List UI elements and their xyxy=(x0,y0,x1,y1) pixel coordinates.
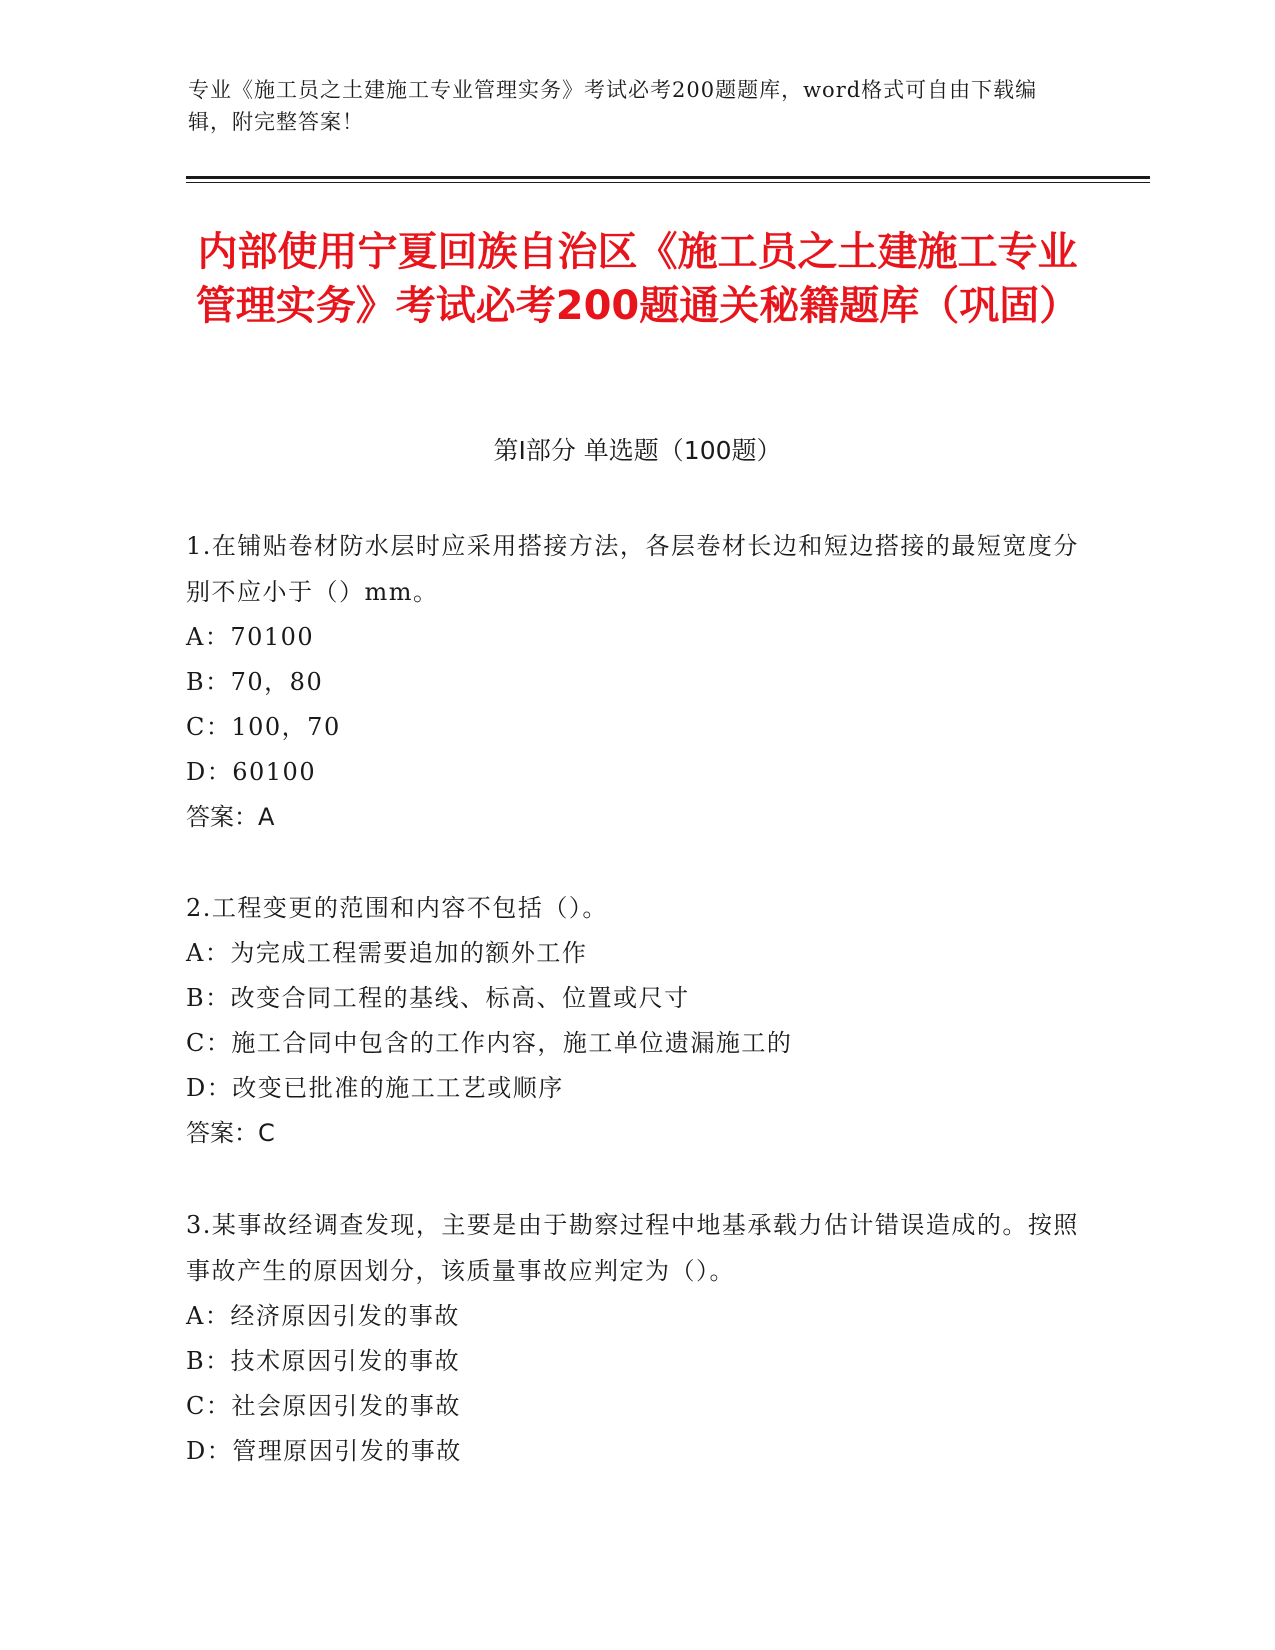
option-b: B：70，80 xyxy=(186,668,324,696)
header-divider-thick xyxy=(186,176,1150,179)
option-d: D：管理原因引发的事故 xyxy=(186,1437,462,1465)
question-item xyxy=(186,523,1086,840)
option-a: A：为完成工程需要追加的额外工作 xyxy=(186,939,588,967)
question-item xyxy=(186,885,1086,1156)
question-item xyxy=(186,1202,1086,1474)
answer: 答案：C xyxy=(186,1119,275,1147)
question-stem: 3.某事故经调查发现，主要是由于勘察过程中地基承载力估计错误造成的。按照事故产生的原因划分，该质量事故应判定为（）。 xyxy=(186,1211,1079,1285)
document-title: 内部使用宁夏回族自治区《施工员之土建施工专业管理实务》考试必考200题通关秘籍题库（巩固） xyxy=(195,229,1080,329)
option-d: D：改变已批准的施工工艺或顺序 xyxy=(186,1074,564,1102)
option-c: C：100，70 xyxy=(186,713,341,741)
option-a: A：70100 xyxy=(186,623,315,651)
option-b: B：改变合同工程的基线、标高、位置或尺寸 xyxy=(186,984,690,1012)
section-title: 第Ⅰ部分 单选题（100题） xyxy=(493,436,782,465)
header-divider-thin xyxy=(186,182,1150,183)
option-a: A：经济原因引发的事故 xyxy=(186,1302,460,1330)
question-stem: 1.在铺贴卷材防水层时应采用搭接方法，各层卷材长边和短边搭接的最短宽度分别不应小于（）mm。 xyxy=(186,532,1079,606)
option-c: C：施工合同中包含的工作内容，施工单位遗漏施工的 xyxy=(186,1029,793,1057)
header-note: 专业《施工员之土建施工专业管理实务》考试必考200题题库，word格式可自由下载编辑，附完整答案！ xyxy=(188,78,1038,134)
option-b: B：技术原因引发的事故 xyxy=(186,1347,461,1375)
option-d: D：60100 xyxy=(186,758,317,786)
question-stem: 2.工程变更的范围和内容不包括（）。 xyxy=(186,894,608,922)
option-c: C：社会原因引发的事故 xyxy=(186,1392,461,1420)
answer: 答案：A xyxy=(186,803,275,831)
